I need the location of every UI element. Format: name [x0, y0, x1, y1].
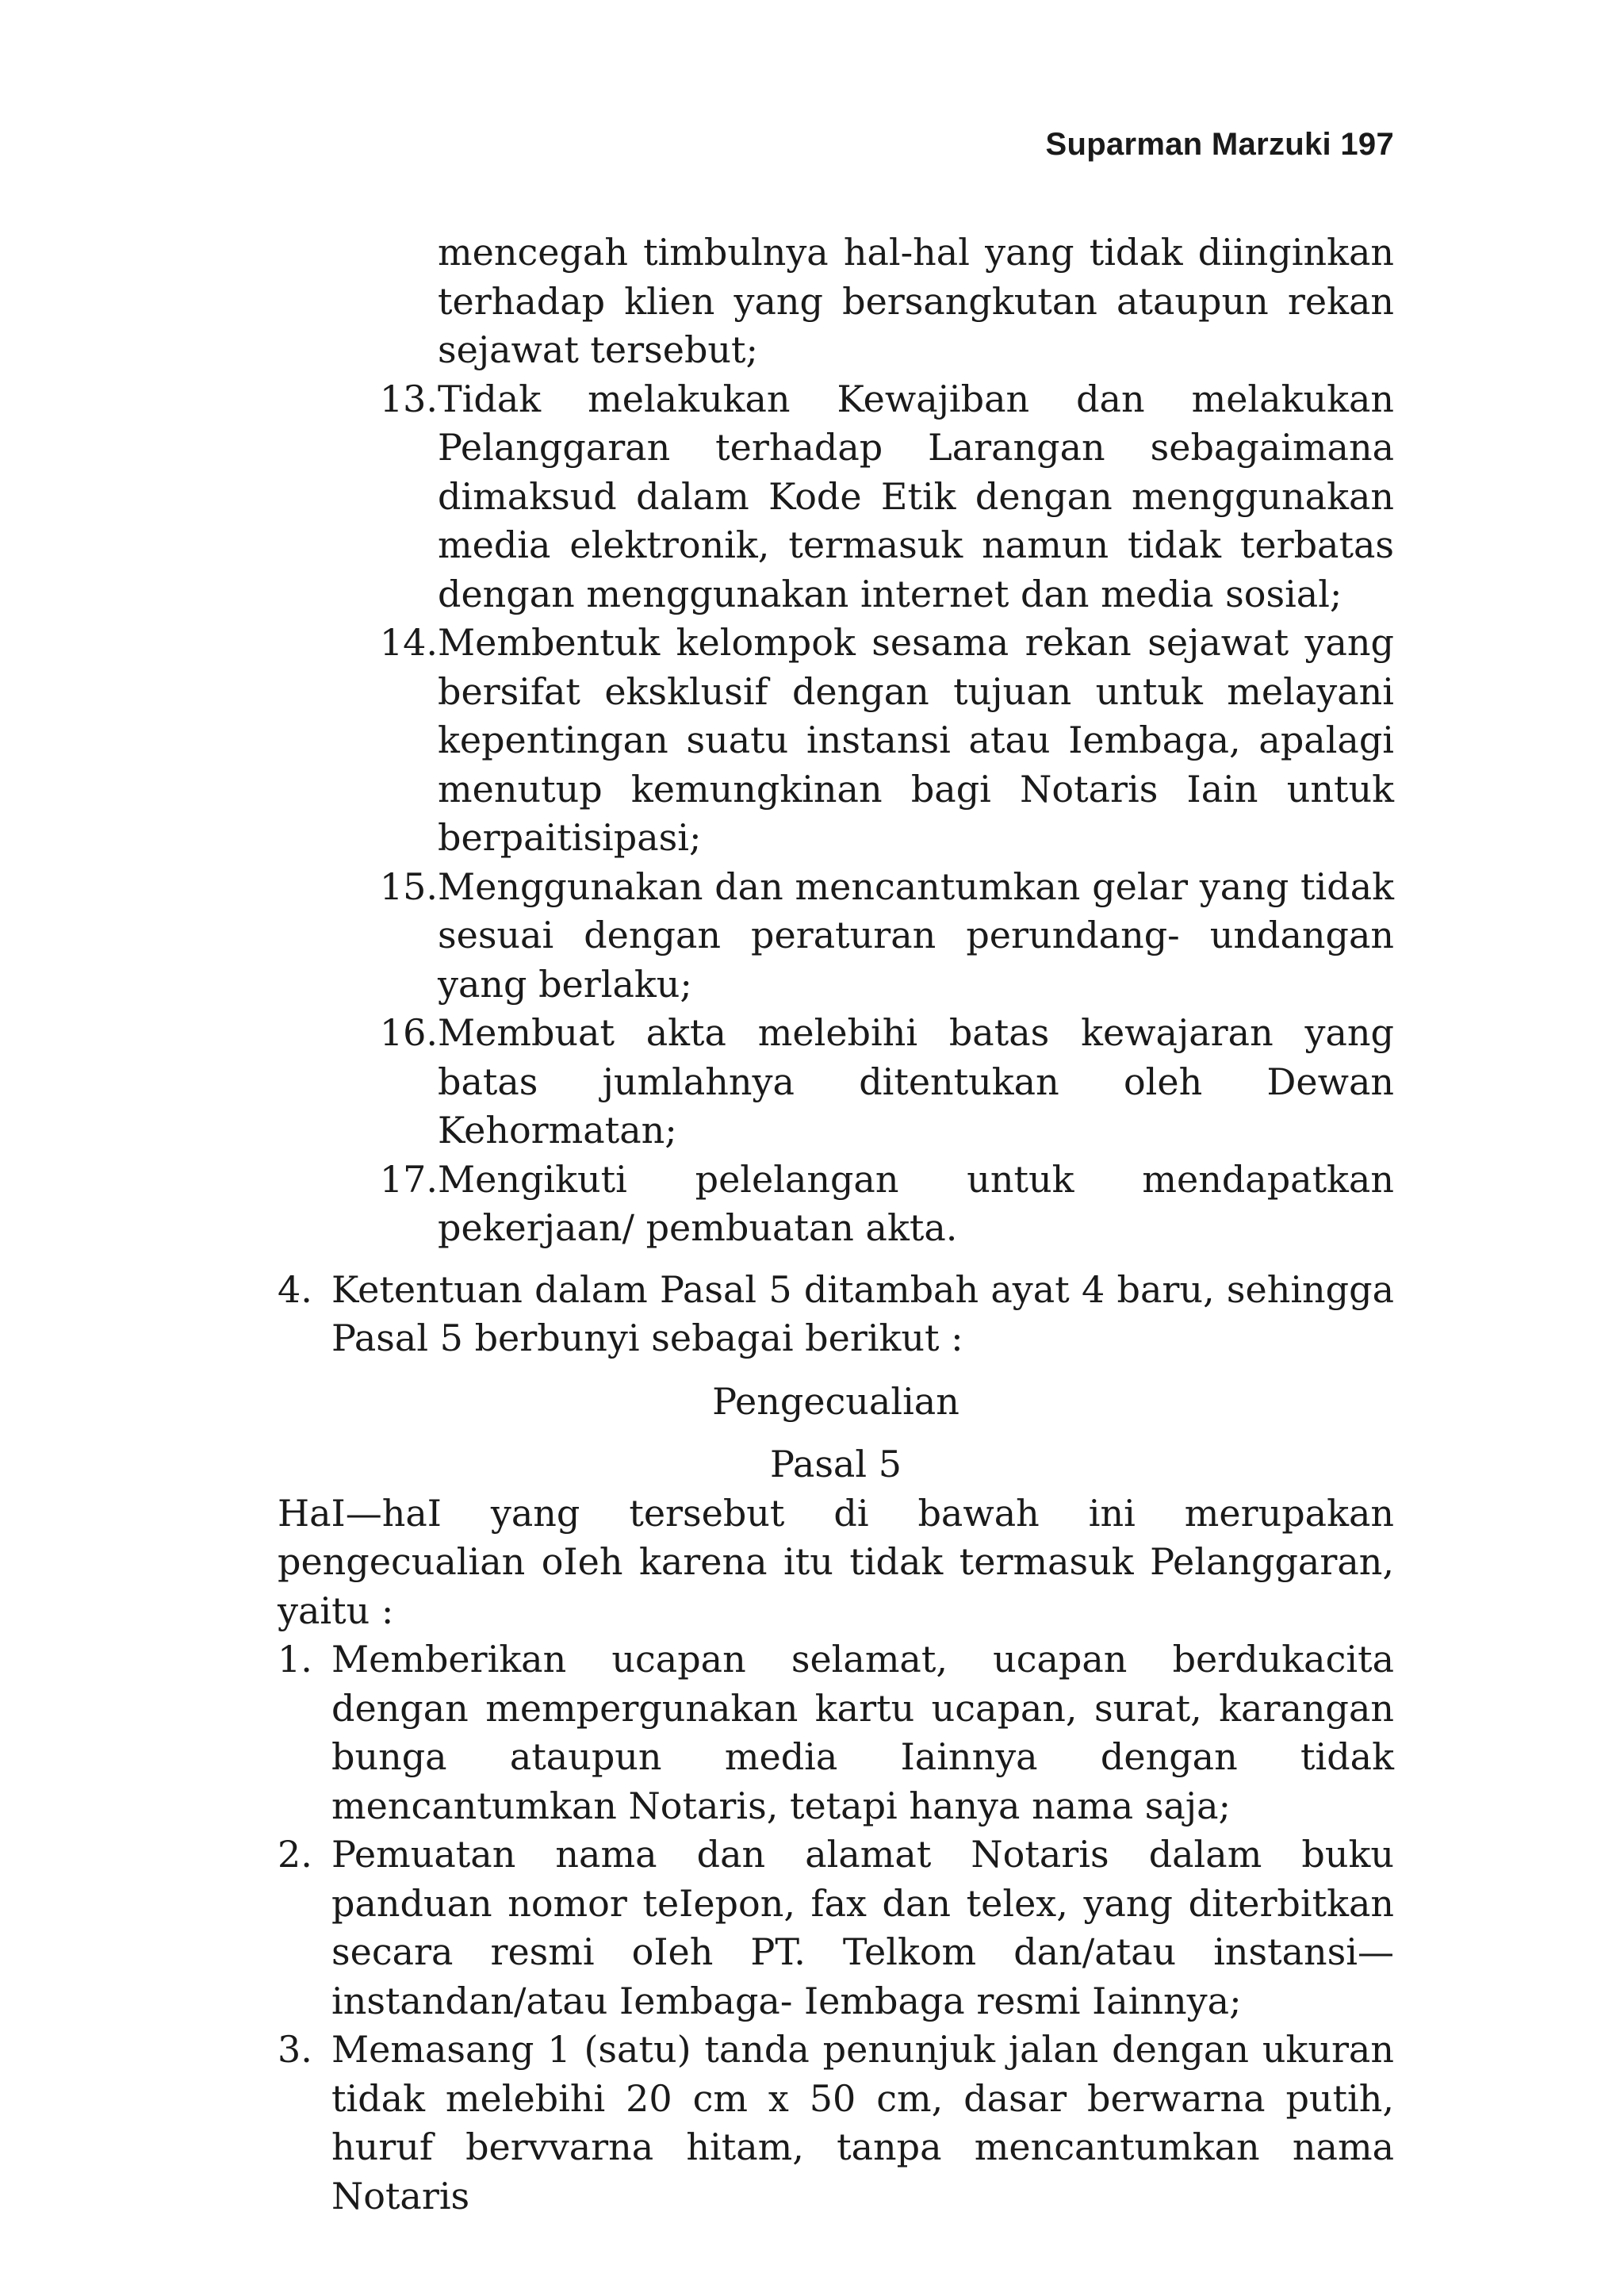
list-item-text: mencegah timbulnya hal-hal yang tidak diinginkan terhadap klien yang bersangkutan ataupun rekan sejawat tersebut; [438, 231, 1394, 371]
pengecualian-list [278, 1635, 1394, 2221]
list-item-text: Memberikan ucapan selamat, ucapan berdukacita dengan mempergunakan kartu ucapan, surat, karangan bunga ataupun media Iainnya dengan tidak mencantumkan Notaris, tetapi hanya nama saja; [331, 1638, 1394, 1827]
list-item-number: 13. [379, 377, 438, 420]
list-item-16 [331, 1009, 1394, 1156]
list-item-number: 1. [278, 1638, 312, 1681]
pasal-intro: HaI—haI yang tersebut di bawah ini merupakan pengecualian oIeh karena itu tidak termasuk Pelanggaran, yaitu : [278, 1491, 1394, 1632]
larangan-list [331, 228, 1394, 1253]
amendment-item-4 [278, 1266, 1394, 1363]
list-item-continuation [331, 228, 1394, 375]
list-item-2 [278, 1830, 1394, 2026]
section-title: Pengecualian [712, 1379, 959, 1423]
list-item-text: Tidak melakukan Kewajiban dan melakukan Pelanggaran terhadap Larangan sebagaimana dimaksud dalam Kode Etik dengan menggunakan media elektronik, termasuk namun tidak terbatas dengan menggunakan internet dan media sosial; [438, 377, 1394, 615]
list-item-text: Membuat akta melebihi batas kewajaran yang batas jumlahnya ditentukan oleh Dewan Kehormatan; [438, 1011, 1394, 1152]
amendment-text: Ketentuan dalam Pasal 5 ditambah ayat 4 baru, sehingga Pasal 5 berbunyi sebagai berikut : [331, 1267, 1394, 1359]
list-item-text: Membentuk kelompok sesama rekan sejawat yang bersifat eksklusif dengan tujuan untuk melayani kepentingan suatu instansi atau Iembaga, apalagi menutup kemungkinan bagi Notaris Iain untuk berpaitisipasi; [438, 621, 1394, 859]
list-item-13 [331, 375, 1394, 619]
page-body [278, 228, 1394, 2221]
list-item-3 [278, 2026, 1394, 2221]
list-item-15 [331, 863, 1394, 1010]
list-item-number [331, 228, 438, 375]
list-item-14 [331, 619, 1394, 863]
list-item-number: 3. [278, 2028, 312, 2071]
list-item-text: Menggunakan dan mencantumkan gelar yang tidak sesuai dengan peraturan perundang- undangan yang berlaku; [438, 864, 1394, 1006]
list-item-number: 2. [278, 1833, 312, 1876]
list-item-text: Mengikuti pelelangan untuk mendapatkan pekerjaan/ pembuatan akta. [438, 1157, 1394, 1249]
list-item-text: Pemuatan nama dan alamat Notaris dalam buku panduan nomor teIepon, fax dan telex, yang diterbitkan secara resmi oIeh PT. Telkom dan/atau instansi—instandan/atau Iembaga- Iembaga resmi Iainnya; [331, 1833, 1394, 2022]
list-item-number: 16. [379, 1011, 438, 1054]
pasal-heading: Pasal 5 [770, 1443, 902, 1485]
list-item-1 [278, 1635, 1394, 1830]
list-item-number: 17. [379, 1157, 438, 1201]
list-item-number: 15. [379, 864, 438, 908]
amendment-number: 4. [278, 1267, 312, 1311]
running-header: Suparman Marzuki 197 [1045, 127, 1394, 162]
list-item-17 [331, 1156, 1394, 1253]
list-item-number: 14. [379, 621, 438, 664]
list-item-text: Memasang 1 (satu) tanda penunjuk jalan dengan ukuran tidak melebihi 20 cm x 50 cm, dasar berwarna putih, huruf bervvarna hitam, tanpa mencantumkan nama Notaris [331, 2028, 1394, 2217]
